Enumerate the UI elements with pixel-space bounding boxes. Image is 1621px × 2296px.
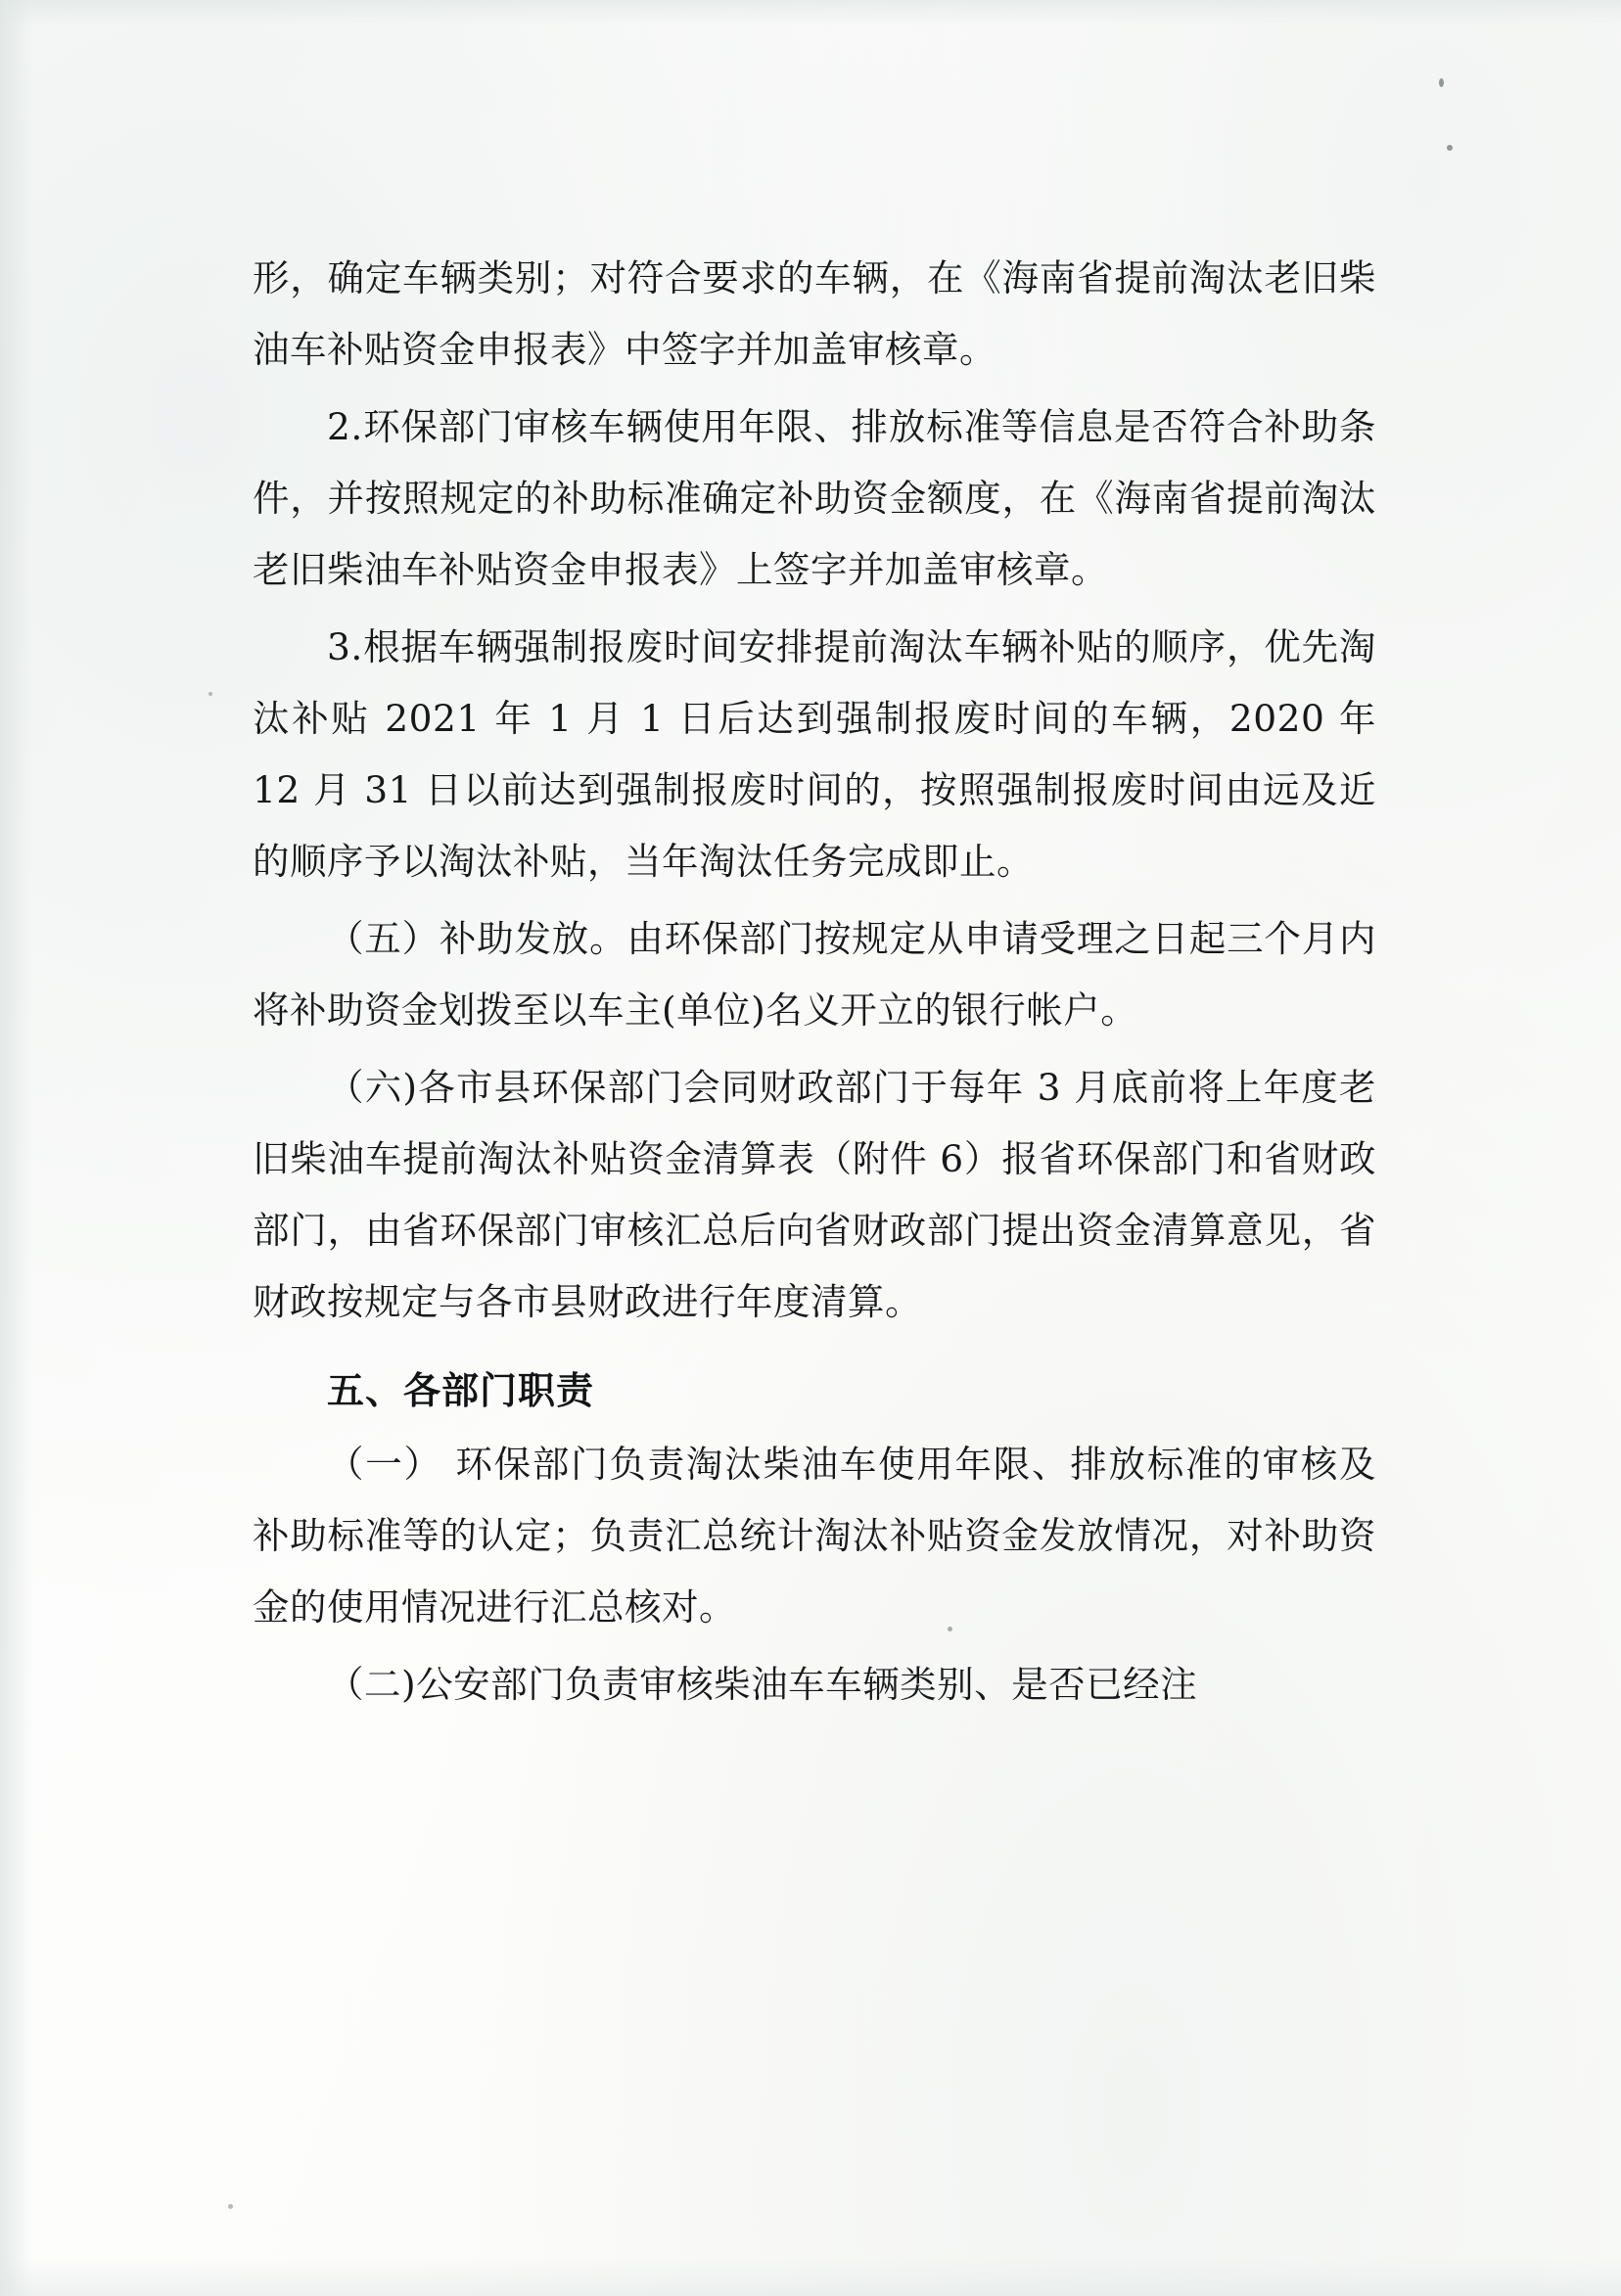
paragraph-duty-1: （一） 环保部门负责淘汰柴油车使用年限、排放标准的审核及补助标准等的认定；负责汇总统计淘汰补贴资金发放情况，对补助资金的使用情况进行汇总核对。 (253, 1443, 1376, 1629)
paragraph-duty-2: （二)公安部门负责审核柴油车车辆类别、是否已经注 (327, 1663, 1198, 1706)
paragraph-continuation: 形，确定车辆类别；对符合要求的车辆，在《海南省提前淘汰老旧柴油车补贴资金申报表》中签字并加盖审核章。 (253, 256, 1376, 371)
scan-speck-icon (228, 2204, 233, 2209)
scan-speck-icon (1439, 78, 1444, 87)
section-heading-duties: 五、各部门职责 (327, 1369, 595, 1412)
paragraph-item-2: 2.环保部门审核车辆使用年限、排放标准等信息是否符合补助条件，并按照规定的补助标准确定补助资金额度，在《海南省提前淘汰老旧柴油车补贴资金申报表》上签字并加盖审核章。 (253, 405, 1376, 591)
scan-speck-icon (1447, 145, 1453, 151)
paragraph-item-6: （六)各市县环保部门会同财政部门于每年 3 月底前将上年度老旧柴油车提前淘汰补贴资金清算表（附件 6）报省环保部门和省财政部门，由省环保部门审核汇总后向省财政部门提出资金清算意见，省财政按规定与各市县财政进行年度清算。 (253, 1066, 1376, 1323)
page-edge-shadow-bottom (0, 2257, 1621, 2296)
paragraph-item-5: （五）补助发放。由环保部门按规定从申请受理之日起三个月内将补助资金划拨至以车主(单位)名义开立的银行帐户。 (253, 917, 1376, 1032)
scan-speck-icon (208, 692, 212, 696)
page-edge-shadow-top (0, 0, 1621, 25)
page-edge-shadow-left (0, 0, 33, 2296)
document-body (253, 243, 1389, 1726)
paragraph-item-3: 3.根据车辆强制报废时间安排提前淘汰车辆补贴的顺序，优先淘汰补贴 2021 年 1 月 1 日后达到强制报废时间的车辆，2020 年 12 月 31 日以前达到强制报废时间的，按照强制报废时间由远及近的顺序予以淘汰补贴，当年淘汰任务完成即止。 (253, 625, 1389, 883)
